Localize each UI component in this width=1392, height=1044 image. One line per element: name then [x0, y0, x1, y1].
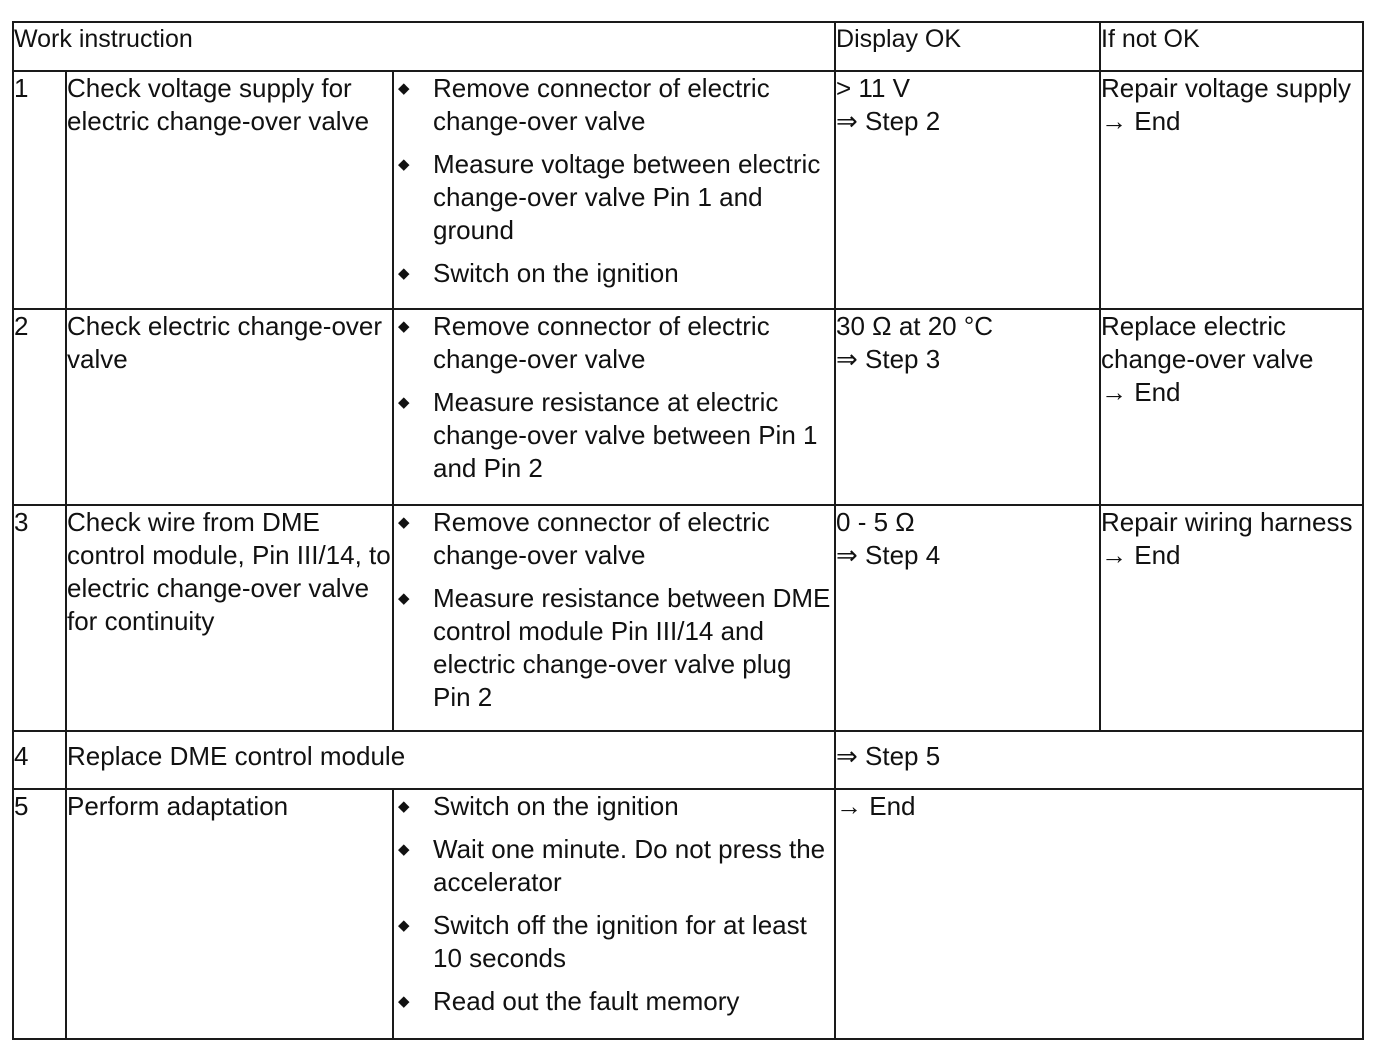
diamond-bullet-icon: ◆ — [398, 265, 410, 282]
action-text: Switch on the ignition — [433, 791, 679, 821]
diamond-bullet-icon: ◆ — [398, 80, 410, 97]
action-text: Measure resistance between DME control module Pin III/14 and electric change-over valve plug Pin 2 — [433, 583, 831, 712]
display-ok-cell — [835, 505, 1100, 731]
action-list — [394, 790, 834, 1018]
action-list-cell — [393, 309, 835, 505]
table-row — [13, 731, 1363, 789]
list-item — [394, 386, 834, 485]
action-list — [394, 310, 834, 485]
header-work-instruction: Work instruction — [13, 22, 835, 71]
display-ok-value: > 11 V — [836, 73, 910, 103]
check-description: Check voltage supply for electric change-over valve — [66, 71, 393, 309]
diamond-bullet-icon: ◆ — [398, 590, 410, 607]
action-text: Remove connector of electric change-over valve — [433, 507, 770, 570]
action-text: Read out the fault memory — [433, 986, 740, 1016]
work-instruction-table — [12, 21, 1364, 1040]
diamond-bullet-icon: ◆ — [398, 798, 410, 815]
if-not-ok-action: Repair voltage supply — [1101, 73, 1352, 103]
step-number: 2 — [13, 309, 66, 505]
check-description: Perform adaptation — [66, 789, 393, 1039]
display-ok-next-step: → End — [836, 791, 916, 821]
list-item — [394, 985, 834, 1018]
step-number: 3 — [13, 505, 66, 731]
if-not-ok-next: → End — [1101, 540, 1181, 570]
if-not-ok-next: → End — [1101, 377, 1181, 407]
display-ok-next-step: ⇒ Step 3 — [836, 344, 941, 374]
if-not-ok-next: → End — [1101, 106, 1181, 136]
action-list-cell — [393, 505, 835, 731]
action-text: Switch on the ignition — [433, 258, 679, 288]
action-list-cell — [393, 789, 835, 1039]
list-item — [394, 582, 834, 714]
list-item — [394, 833, 834, 899]
if-not-ok-action: Replace electric change-over valve — [1101, 311, 1314, 374]
if-not-ok-cell — [1100, 71, 1363, 309]
table-row — [13, 505, 1363, 731]
diamond-bullet-icon: ◆ — [398, 993, 410, 1010]
table-row — [13, 309, 1363, 505]
diamond-bullet-icon: ◆ — [398, 318, 410, 335]
diamond-bullet-icon: ◆ — [398, 156, 410, 173]
display-ok-value: 0 - 5 Ω — [836, 507, 915, 537]
table-header-row — [13, 22, 1363, 71]
display-ok-cell — [835, 789, 1363, 1039]
display-ok-cell — [835, 309, 1100, 505]
action-list-cell — [393, 71, 835, 309]
step-number: 4 — [13, 731, 66, 789]
step-number: 5 — [13, 789, 66, 1039]
if-not-ok-action: Repair wiring harness — [1101, 507, 1353, 537]
list-item — [394, 148, 834, 247]
header-if-not-ok: If not OK — [1100, 22, 1363, 71]
table-row — [13, 789, 1363, 1039]
display-ok-cell — [835, 731, 1363, 789]
action-text: Remove connector of electric change-over valve — [433, 311, 770, 374]
check-description: Check wire from DME control module, Pin III/14, to electric change-over valve for continuity — [66, 505, 393, 731]
display-ok-cell — [835, 71, 1100, 309]
diamond-bullet-icon: ◆ — [398, 917, 410, 934]
list-item — [394, 72, 834, 138]
action-text: Measure voltage between electric change-over valve Pin 1 and ground — [433, 149, 821, 245]
table-row — [13, 71, 1363, 309]
check-description: Check electric change-over valve — [66, 309, 393, 505]
display-ok-value: 30 Ω at 20 °C — [836, 311, 994, 341]
list-item — [394, 257, 834, 290]
list-item — [394, 310, 834, 376]
list-item — [394, 790, 834, 823]
step-number: 1 — [13, 71, 66, 309]
action-text: Switch off the ignition for at least 10 seconds — [433, 910, 807, 973]
action-text: Remove connector of electric change-over valve — [433, 73, 770, 136]
action-list — [394, 72, 834, 290]
action-list — [394, 506, 834, 714]
if-not-ok-cell — [1100, 309, 1363, 505]
action-text: Wait one minute. Do not press the accelerator — [433, 834, 826, 897]
list-item — [394, 909, 834, 975]
if-not-ok-cell — [1100, 505, 1363, 731]
check-description: Replace DME control module — [66, 731, 835, 789]
header-display-ok: Display OK — [835, 22, 1100, 71]
display-ok-next-step: ⇒ Step 4 — [836, 540, 941, 570]
display-ok-next-step: ⇒ Step 5 — [836, 741, 941, 771]
display-ok-next-step: ⇒ Step 2 — [836, 106, 941, 136]
list-item — [394, 506, 834, 572]
diamond-bullet-icon: ◆ — [398, 514, 410, 531]
diamond-bullet-icon: ◆ — [398, 841, 410, 858]
diamond-bullet-icon: ◆ — [398, 394, 410, 411]
action-text: Measure resistance at electric change-over valve between Pin 1 and Pin 2 — [433, 387, 818, 483]
